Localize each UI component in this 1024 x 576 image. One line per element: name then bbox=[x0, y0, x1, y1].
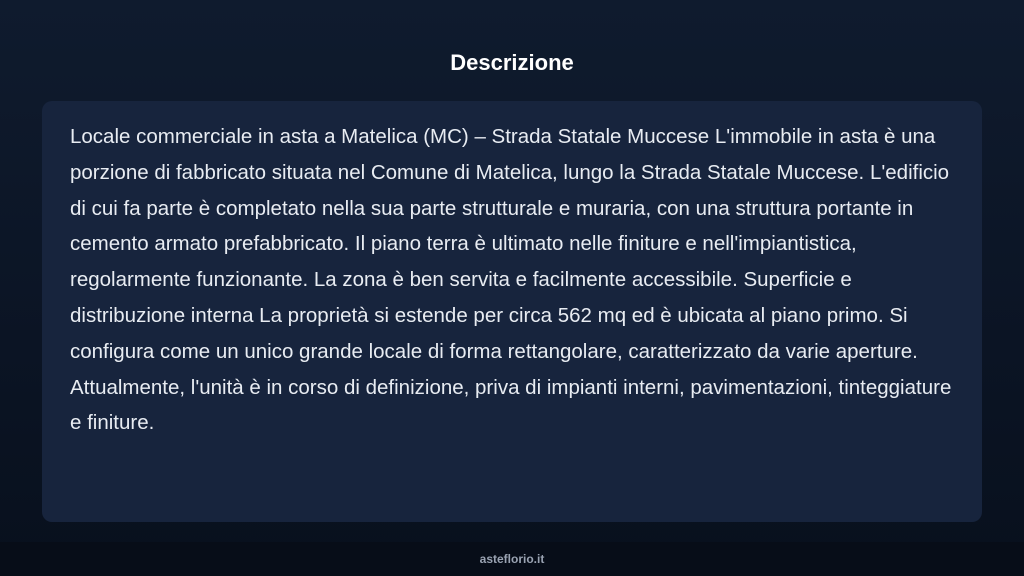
footer bbox=[0, 542, 1024, 576]
page-title: Descrizione bbox=[450, 50, 574, 75]
description-text: Locale commerciale in asta a Matelica (MC) – Strada Statale Muccese L'immobile in asta è una porzione di fabbricato situata nel Comune di Matelica, lungo la Strada Statale Muccese. L'edificio di cui fa parte è completato nella sua parte strutturale e muraria, con una struttura portante in cemento armato prefabbricato. Il piano terra è ultimato nelle finiture e nell'impiantistica, regolarmente funzionante. La zona è ben servita e facilmente accessibile. Superficie e distribuzione interna La proprietà si estende per circa 562 mq ed è ubicata al piano primo. Si configura come un unico grande locale di forma rettangolare, caratterizzato da varie aperture. Attualmente, l'unità è in corso di definizione, priva di impianti interni, pavimentazioni, tinteggiature e finiture. bbox=[70, 125, 952, 435]
description-card bbox=[42, 101, 982, 522]
footer-site-label: asteflorio.it bbox=[479, 552, 545, 566]
